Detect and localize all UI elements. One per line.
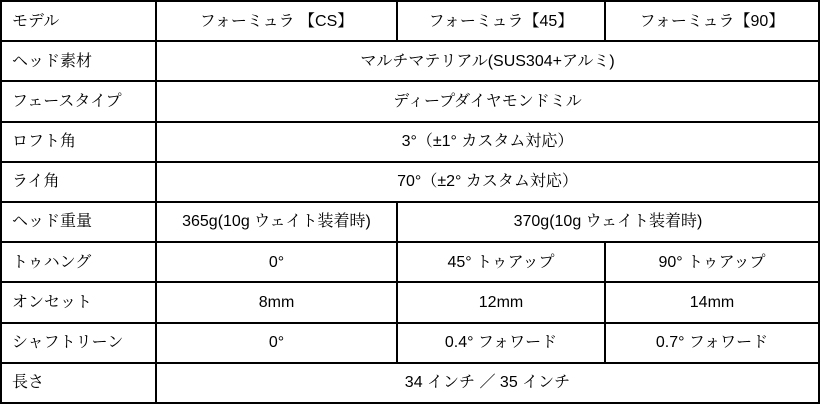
loft-angle-value: 3°（±1° カスタム対応） [156,122,819,162]
row-label-lie-angle: ライ角 [1,162,156,202]
shaft-lean-45: 0.4° フォワード [397,323,605,363]
table-row-onset [1,282,819,322]
head-weight-cs: 365g(10g ウェイト装着時) [156,202,397,242]
length-value: 34 インチ ／ 35 インチ [156,363,819,403]
table-row-loft-angle [1,122,819,162]
table-row-lie-angle [1,162,819,202]
head-weight-45-90: 370g(10g ウェイト装着時) [397,202,819,242]
toe-hang-90: 90° トゥアップ [605,242,819,282]
row-label-shaft-lean: シャフトリーン [1,323,156,363]
model-name-cs: フォーミュラ 【CS】 [156,1,397,41]
onset-cs: 8mm [156,282,397,322]
row-label-onset: オンセット [1,282,156,322]
toe-hang-45: 45° トゥアップ [397,242,605,282]
shaft-lean-90: 0.7° フォワード [605,323,819,363]
row-label-face-type: フェースタイプ [1,81,156,121]
lie-angle-value: 70°（±2° カスタム対応） [156,162,819,202]
row-label-head-material: ヘッド素材 [1,41,156,81]
row-label-loft-angle: ロフト角 [1,122,156,162]
head-material-value: マルチマテリアル(SUS304+アルミ) [156,41,819,81]
row-label-length: 長さ [1,363,156,403]
row-label-head-weight: ヘッド重量 [1,202,156,242]
table-row-shaft-lean [1,323,819,363]
toe-hang-cs: 0° [156,242,397,282]
row-label-model: モデル [1,1,156,41]
model-name-45: フォーミュラ【45】 [397,1,605,41]
onset-45: 12mm [397,282,605,322]
table-row-head-weight [1,202,819,242]
table-row-length [1,363,819,403]
row-label-toe-hang: トゥハング [1,242,156,282]
onset-90: 14mm [605,282,819,322]
model-name-90: フォーミュラ【90】 [605,1,819,41]
table-row-face-type [1,81,819,121]
table-row-toe-hang [1,242,819,282]
table-row-head-material [1,41,819,81]
face-type-value: ディープダイヤモンドミル [156,81,819,121]
table-row-model [1,1,819,41]
shaft-lean-cs: 0° [156,323,397,363]
